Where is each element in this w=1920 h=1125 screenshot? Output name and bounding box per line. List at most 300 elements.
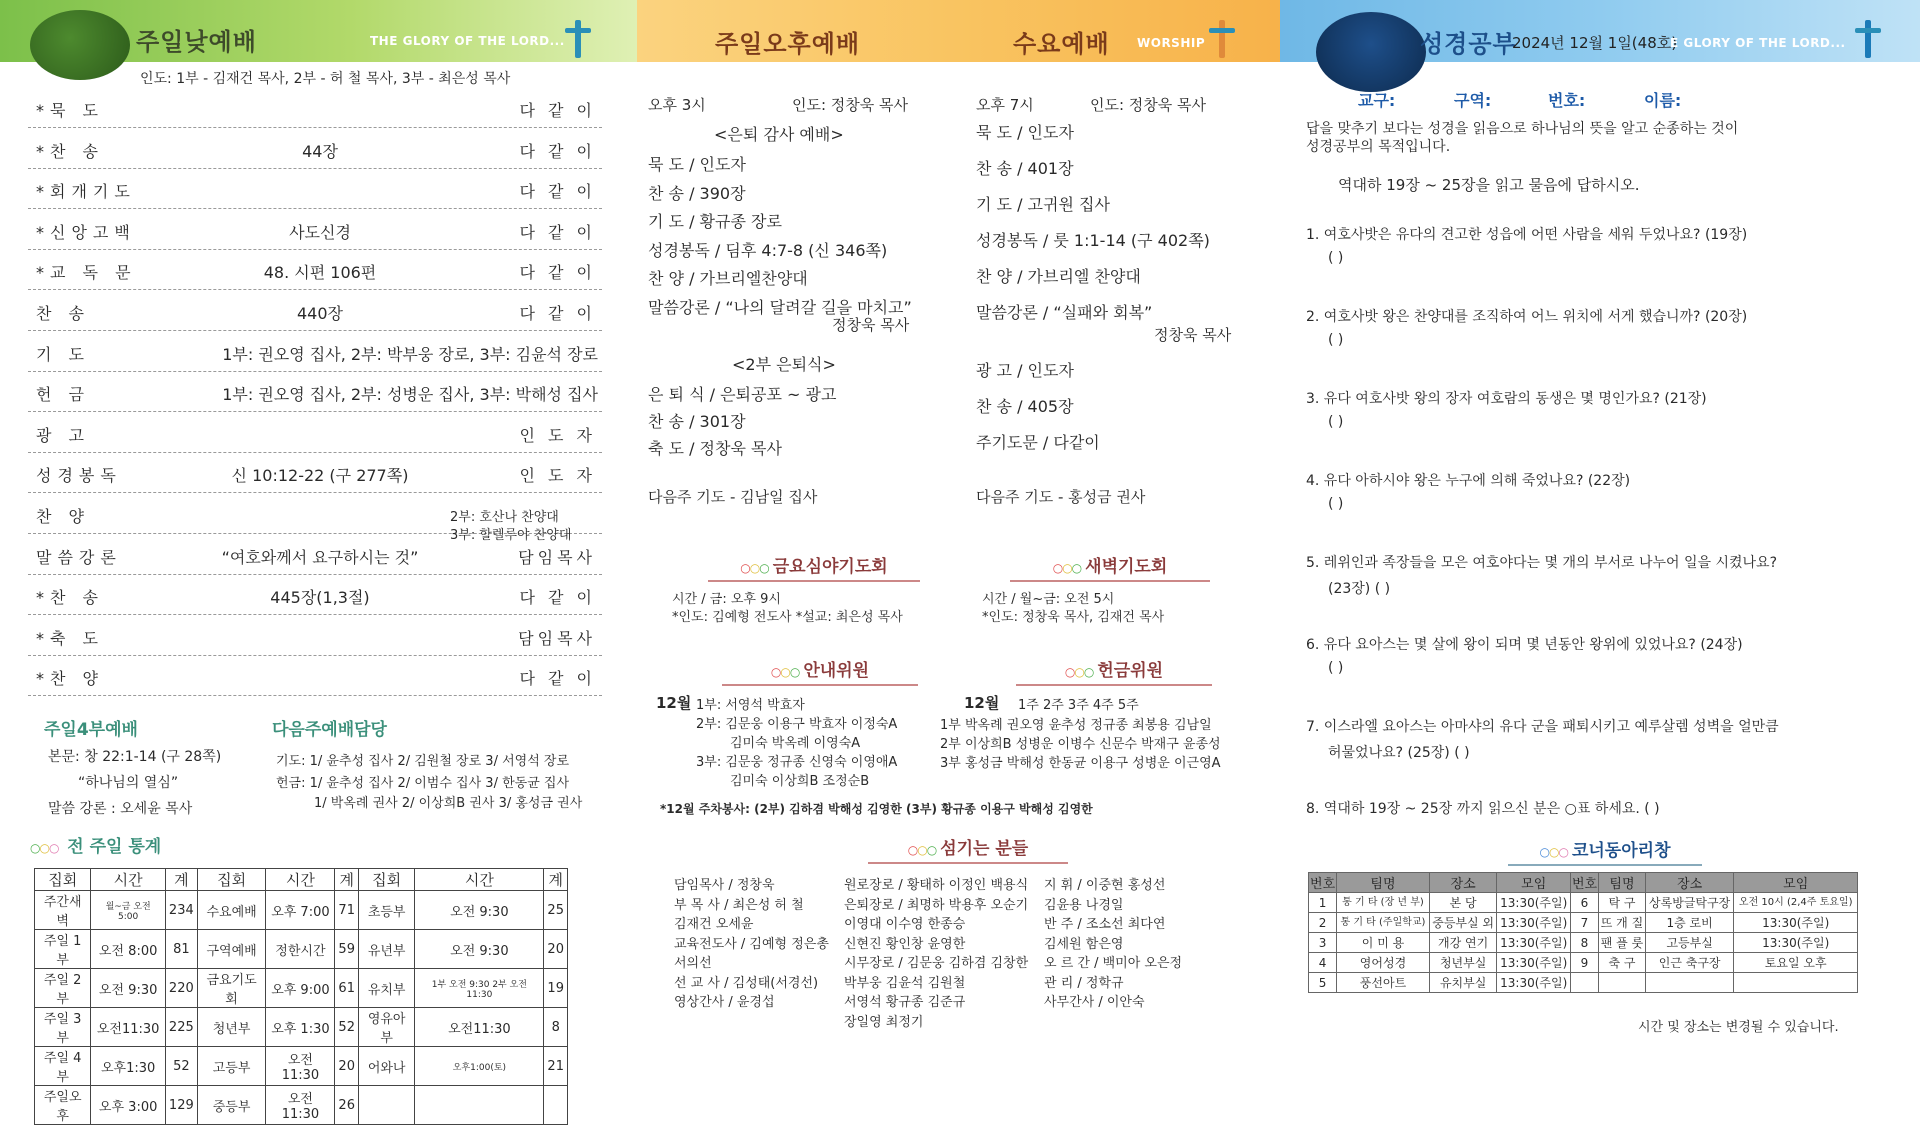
dots-icon: ○○○ bbox=[907, 843, 937, 857]
stats-header-cell: 시간 bbox=[91, 869, 166, 891]
order-leader: 담임목사 bbox=[518, 628, 596, 648]
stats-cell: 225 bbox=[165, 1008, 197, 1047]
afternoon-item: 찬 양 / 가브리엘찬양대 bbox=[648, 269, 808, 288]
club-header-cell: 모임 bbox=[1734, 873, 1858, 893]
stats-cell: 20 bbox=[335, 1047, 359, 1086]
info-field-label: 번호: bbox=[1548, 91, 1586, 110]
club-cell: 13:30(주일) bbox=[1497, 973, 1570, 993]
stats-cell: 61 bbox=[335, 969, 359, 1008]
wednesday-item: 묵 도 / 인도자 bbox=[976, 123, 1074, 142]
question-text: 7. 이스라엘 요아스는 아마샤의 유다 군을 패퇴시키고 예루살렘 성벽을 얼만큼 bbox=[1306, 719, 1779, 735]
dawn-leaders: *인도: 정창욱 목사, 김재건 목사 bbox=[982, 610, 1165, 625]
retirement-item: 축 도 / 정창욱 목사 bbox=[648, 439, 782, 458]
staff-heading bbox=[868, 834, 1068, 864]
answer-blank: ( ) bbox=[1328, 332, 1344, 348]
order-detail: 1부: 권오영 집사, 2부: 박부웅 장로, 3부: 김윤석 장로 bbox=[222, 344, 598, 364]
club-row bbox=[1309, 893, 1858, 913]
stats-header-cell: 계 bbox=[165, 869, 197, 891]
club-cell: 13:30(주일) bbox=[1734, 913, 1858, 933]
order-detail: 440장 bbox=[297, 304, 343, 323]
stats-cell: 월~금 오전 5:00 bbox=[91, 891, 166, 930]
order-label: *회개기도 bbox=[36, 182, 136, 202]
staff-line: 관 리 / 정학규 bbox=[1044, 975, 1124, 991]
staff-line: 시무장로 / 김문웅 김하겸 김창한 bbox=[844, 956, 1029, 971]
wednesday-next-prayer: 다음주 기도 - 홍성금 권사 bbox=[976, 488, 1146, 506]
stats-header-cell: 집회 bbox=[35, 869, 91, 891]
stats-row bbox=[35, 1008, 568, 1047]
sunday-day-subtitle: THE GLORY OF THE LORD... bbox=[370, 34, 565, 48]
header-bible-study bbox=[1280, 0, 1920, 62]
club-header-cell: 팀명 bbox=[1337, 873, 1430, 893]
worship-subtitle: WORSHIP bbox=[1137, 36, 1206, 50]
afternoon-subtitle-2: <2부 은퇴식> bbox=[732, 355, 836, 374]
club-cell: 영어성경 bbox=[1337, 953, 1430, 973]
club-cell: 9 bbox=[1570, 953, 1598, 973]
order-label: *묵 도 bbox=[36, 101, 104, 120]
staff-line: 교육전도사 / 김예형 정은총 bbox=[674, 936, 829, 952]
club-header-cell: 모임 bbox=[1497, 873, 1570, 893]
bible-study-instruction: 역대하 19장 ~ 25장을 읽고 물음에 답하시오. bbox=[1338, 176, 1640, 194]
stats-title: 전 주일 통계 bbox=[67, 837, 162, 857]
afternoon-subtitle: <은퇴 감사 예배> bbox=[714, 125, 844, 144]
club-row bbox=[1309, 913, 1858, 933]
stats-header-cell: 계 bbox=[335, 869, 359, 891]
staff-line: 반 주 / 조소선 최다연 bbox=[1044, 917, 1166, 932]
stats-cell: 오전11:30 bbox=[266, 1086, 335, 1125]
dots-icon: ○○○ bbox=[1539, 845, 1568, 859]
dots-icon: ○○○ bbox=[740, 561, 769, 575]
club-note: 시간 및 장소는 변경될 수 있습니다. bbox=[1638, 1020, 1839, 1035]
stats-cell: 주간새벽 bbox=[35, 891, 91, 930]
stats-cell: 영유아부 bbox=[358, 1008, 414, 1047]
order-leader: 다 같 이 bbox=[519, 304, 596, 323]
club-row bbox=[1309, 973, 1858, 993]
offering-committee-heading bbox=[1016, 656, 1212, 686]
dots-icon: ○○○ bbox=[30, 841, 59, 855]
order-detail: 445장(1,3절) bbox=[270, 588, 370, 608]
afternoon-preacher: 정창욱 목사 bbox=[832, 316, 910, 334]
order-label: 성경봉독 bbox=[36, 466, 122, 486]
club-cell: 풍선아트 bbox=[1337, 973, 1430, 993]
stats-cell: 26 bbox=[335, 1086, 359, 1125]
afternoon-item: 묵 도 / 인도자 bbox=[648, 155, 746, 174]
stats-cell: 1부 오전 9:30 2부 오전 11:30 bbox=[415, 969, 544, 1008]
stats-header-cell: 계 bbox=[544, 869, 568, 891]
cross-icon bbox=[1865, 20, 1871, 58]
offering-weeks: 1주 2주 3주 4주 5주 bbox=[1018, 698, 1139, 713]
retirement-item: 찬 송 / 301장 bbox=[648, 412, 746, 431]
answer-blank: 허물었나요? (25장) ( ) bbox=[1328, 745, 1470, 761]
staff-line: 박부웅 김윤석 김원철 bbox=[844, 975, 966, 991]
stats-cell: 8 bbox=[544, 1008, 568, 1047]
friday-leaders: *인도: 김예형 전도사 *설교: 최은성 목사 bbox=[672, 610, 903, 625]
stats-cell: 25 bbox=[544, 891, 568, 930]
order-leader: 다 같 이 bbox=[519, 222, 596, 242]
club-cell: 3 bbox=[1309, 933, 1337, 953]
afternoon-leader: 인도: 정창욱 목사 bbox=[792, 96, 909, 114]
staff-line: 담임목사 / 정창욱 bbox=[674, 878, 775, 893]
club-cell: 뜨 개 질 bbox=[1599, 913, 1646, 933]
choir-line-1: 2부: 호산나 찬양대 bbox=[450, 510, 559, 525]
stats-cell: 오전 9:30 bbox=[91, 969, 166, 1008]
stats-cell: 21 bbox=[544, 1047, 568, 1086]
stats-cell: 오전11:30 bbox=[91, 1008, 166, 1047]
staff-line: 지 휘 / 이중현 홍성선 bbox=[1044, 878, 1166, 893]
answer-blank: ( ) bbox=[1328, 414, 1344, 430]
stats-cell: 52 bbox=[335, 1008, 359, 1047]
staff-line: 영상간사 / 윤경섭 bbox=[674, 995, 775, 1010]
order-leader: 인 도 자 bbox=[519, 425, 596, 445]
club-header-cell: 번호 bbox=[1570, 873, 1598, 893]
staff-line: 김세원 함은영 bbox=[1044, 936, 1124, 952]
club-header-cell: 번호 bbox=[1309, 873, 1337, 893]
question-text: 4. 유다 아하시야 왕은 누구에 의해 죽었나요? (22장) bbox=[1306, 473, 1631, 489]
order-row bbox=[28, 210, 602, 250]
leaders-line: 인도: 1부 - 김재건 목사, 2부 - 허 철 목사, 3부 - 최은성 목사 bbox=[140, 71, 511, 87]
stats-cell: 수요예배 bbox=[197, 891, 266, 930]
staff-title: 섬기는 분들 bbox=[940, 839, 1029, 859]
order-leader: 다 같 이 bbox=[519, 263, 596, 283]
order-row bbox=[28, 129, 602, 169]
stats-cell: 주일 2부 bbox=[35, 969, 91, 1008]
club-cell bbox=[1734, 973, 1858, 993]
stats-cell: 오후1:00(토) bbox=[415, 1047, 544, 1086]
stats-cell: 59 bbox=[335, 930, 359, 969]
order-label: *찬 송 bbox=[36, 588, 104, 608]
club-cell: 인근 축구장 bbox=[1645, 953, 1734, 973]
club-cell: 이 미 용 bbox=[1337, 933, 1430, 953]
order-leader: 다 같 이 bbox=[519, 182, 596, 202]
club-cell bbox=[1570, 973, 1598, 993]
stats-cell: 구역예배 bbox=[197, 930, 266, 969]
leaf-globe-image bbox=[30, 10, 130, 80]
stats-cell: 유치부 bbox=[358, 969, 414, 1008]
stats-cell: 오전11:30 bbox=[415, 1008, 544, 1047]
stats-row bbox=[35, 1086, 568, 1125]
club-cell: 고등부실 bbox=[1645, 933, 1734, 953]
stats-cell: 청년부 bbox=[197, 1008, 266, 1047]
usher-line: 김미숙 박옥례 이영숙A bbox=[730, 736, 861, 751]
wednesday-item-2: 광 고 / 인도자 bbox=[976, 361, 1074, 380]
stats-cell: 중등부 bbox=[197, 1086, 266, 1125]
club-title: 코너동아리창 bbox=[1571, 841, 1671, 861]
club-cell: 탁 구 bbox=[1599, 893, 1646, 913]
club-cell: 1층 로비 bbox=[1645, 913, 1734, 933]
club-cell: 청년부실 bbox=[1429, 953, 1497, 973]
order-label: 기 도 bbox=[36, 344, 90, 364]
question-text: 6. 유다 요아스는 몇 살에 왕이 되며 몇 년동안 왕위에 있었나요? (24장) bbox=[1306, 637, 1743, 653]
club-cell: 2 bbox=[1309, 913, 1337, 933]
order-leader: 다 같 이 bbox=[519, 669, 596, 689]
wednesday-title: 수요예배 bbox=[1013, 30, 1110, 58]
wednesday-item: 성경봉독 / 룻 1:1-14 (구 402쪽) bbox=[976, 231, 1210, 250]
staff-line: 원로장로 / 황태하 이정인 백용식 bbox=[844, 878, 1029, 893]
stats-header-cell: 집회 bbox=[197, 869, 266, 891]
staff-line: 부 목 사 / 최은성 허 철 bbox=[674, 897, 804, 913]
header-afternoon-wednesday bbox=[637, 0, 1280, 62]
club-cell: 팬 플 룻 bbox=[1599, 933, 1646, 953]
issue-date: 2024년 12월 1일(48호) bbox=[1512, 34, 1678, 52]
club-cell: 통 기 타 (주일학교) bbox=[1337, 913, 1430, 933]
club-cell: 13:30(주일) bbox=[1497, 913, 1570, 933]
stats-cell: 오후 1:30 bbox=[266, 1008, 335, 1047]
stats-cell: 주일 4부 bbox=[35, 1047, 91, 1086]
offering-line: 3부 홍성금 박해성 한동균 이용구 성병운 이근영A bbox=[940, 756, 1221, 771]
stats-cell: 71 bbox=[335, 891, 359, 930]
fourth-service-title: 주일4부예배 bbox=[44, 720, 138, 740]
question-text: 2. 여호사밧 왕은 찬양대를 조직하여 어느 위치에 서게 했습니까? (20장) bbox=[1306, 309, 1748, 325]
stats-row bbox=[35, 930, 568, 969]
order-label: 광 고 bbox=[36, 425, 90, 445]
order-row bbox=[28, 332, 602, 372]
staff-line: 서의선 bbox=[674, 956, 712, 971]
stats-cell: 정한시간 bbox=[266, 930, 335, 969]
order-row bbox=[28, 88, 602, 128]
club-cell: 4 bbox=[1309, 953, 1337, 973]
order-row bbox=[28, 291, 602, 331]
club-cell: 1 bbox=[1309, 893, 1337, 913]
ushers-month: 12월 bbox=[656, 694, 692, 712]
earth-globe-image bbox=[1316, 12, 1426, 92]
wednesday-preacher: 정창욱 목사 bbox=[1154, 326, 1232, 344]
afternoon-item: 말씀강론 / “나의 달려갈 길을 마치고” bbox=[648, 297, 912, 317]
wednesday-item: 찬 송 / 401장 bbox=[976, 159, 1074, 178]
club-cell: 상록방글탁구장 bbox=[1645, 893, 1734, 913]
dots-icon: ○○○ bbox=[1052, 561, 1082, 575]
stats-cell: 81 bbox=[165, 930, 197, 969]
club-cell: 7 bbox=[1570, 913, 1598, 933]
stats-cell: 234 bbox=[165, 891, 197, 930]
order-row bbox=[28, 575, 602, 615]
order-leader: 다 같 이 bbox=[519, 101, 596, 120]
usher-line: 3부: 김문웅 정규종 신영숙 이영애A bbox=[696, 755, 898, 770]
club-cell: 개강 연기 bbox=[1429, 933, 1497, 953]
usher-line: 1부: 서영석 박효자 bbox=[696, 698, 805, 713]
order-label: *축 도 bbox=[36, 628, 104, 648]
order-detail: 48. 시편 106편 bbox=[263, 263, 377, 283]
staff-line: 선 교 사 / 김성태(서경선) bbox=[674, 975, 819, 991]
info-field-label: 교구: bbox=[1358, 91, 1396, 110]
bible-study-intro-2: 성경공부의 목적입니다. bbox=[1306, 139, 1451, 155]
stats-table bbox=[34, 868, 568, 1125]
stats-cell bbox=[544, 1086, 568, 1125]
order-leader: 담임목사 bbox=[518, 547, 596, 567]
wednesday-item: 말씀강론 / “실패와 회복” bbox=[976, 303, 1153, 322]
wednesday-leader: 인도: 정창욱 목사 bbox=[1090, 96, 1207, 114]
afternoon-time: 오후 3시 bbox=[648, 96, 706, 114]
club-cell: 토요일 오후 bbox=[1734, 953, 1858, 973]
order-row bbox=[28, 453, 602, 493]
usher-line: 2부: 김문웅 이용구 박효자 이정숙A bbox=[696, 717, 898, 732]
club-cell: 6 bbox=[1570, 893, 1598, 913]
order-label: *찬 양 bbox=[36, 669, 104, 689]
info-field-label: 이름: bbox=[1644, 91, 1682, 110]
stats-cell: 오후 9:00 bbox=[266, 969, 335, 1008]
dots-icon: ○○○ bbox=[1064, 665, 1094, 679]
dawn-prayer-title: 새벽기도회 bbox=[1085, 557, 1168, 577]
club-cell bbox=[1599, 973, 1646, 993]
bible-study-title: 성경공부 bbox=[1420, 30, 1517, 58]
afternoon-item: 성경봉독 / 딤후 4:7-8 (신 346쪽) bbox=[648, 240, 888, 260]
club-row bbox=[1309, 933, 1858, 953]
order-row bbox=[28, 616, 602, 656]
stats-cell: 오전 9:30 bbox=[415, 891, 544, 930]
order-leader: 인 도 자 bbox=[519, 466, 596, 486]
order-leader: 다 같 이 bbox=[519, 588, 596, 608]
next-week-offering-2: 1/ 박옥례 권사 2/ 이상희B 권사 3/ 홍성금 권사 bbox=[314, 796, 583, 811]
club-header-cell: 팀명 bbox=[1599, 873, 1646, 893]
club-row bbox=[1309, 953, 1858, 973]
offering-committee-title: 헌금위원 bbox=[1097, 661, 1164, 681]
staff-line: 김윤용 나경일 bbox=[1044, 897, 1124, 913]
wednesday-item: 기 도 / 고귀원 집사 bbox=[976, 195, 1110, 214]
club-table bbox=[1308, 872, 1858, 993]
wednesday-item: 찬 양 / 가브리엘 찬양대 bbox=[976, 267, 1141, 286]
stats-cell: 129 bbox=[165, 1086, 197, 1125]
answer-blank: (23장) ( ) bbox=[1328, 581, 1391, 597]
stats-row bbox=[35, 891, 568, 930]
sunday-day-title: 주일낮예배 bbox=[136, 28, 257, 56]
stats-cell: 어와나 bbox=[358, 1047, 414, 1086]
stats-row bbox=[35, 1047, 568, 1086]
dawn-prayer-heading bbox=[1010, 552, 1210, 582]
stats-cell: 주일 3부 bbox=[35, 1008, 91, 1047]
offering-line: 1부 박옥례 권오영 윤추성 정규종 최봉용 김남일 bbox=[940, 718, 1212, 733]
club-cell: 13:30(주일) bbox=[1497, 953, 1570, 973]
order-label: 말씀강론 bbox=[36, 547, 122, 567]
stats-cell: 고등부 bbox=[197, 1047, 266, 1086]
stats-cell: 220 bbox=[165, 969, 197, 1008]
club-cell: 유치부실 bbox=[1429, 973, 1497, 993]
friday-prayer-title: 금요심야기도회 bbox=[772, 557, 888, 577]
question-text: 3. 유다 여호사밧 왕의 장자 여호람의 동생은 몇 명인가요? (21장) bbox=[1306, 391, 1707, 407]
stats-cell: 금요기도회 bbox=[197, 969, 266, 1008]
club-header-cell: 장소 bbox=[1645, 873, 1734, 893]
order-label: *찬 송 bbox=[36, 141, 104, 161]
stats-cell bbox=[415, 1086, 544, 1125]
stats-cell: 52 bbox=[165, 1047, 197, 1086]
answer-blank: ( ) bbox=[1328, 496, 1344, 512]
afternoon-title: 주일오후예배 bbox=[715, 30, 861, 58]
order-detail: 사도신경 bbox=[289, 222, 351, 242]
stats-cell: 주일오후 bbox=[35, 1086, 91, 1125]
stats-header-cell: 집회 bbox=[358, 869, 414, 891]
bible-study-subtitle: E GLORY OF THE LORD... bbox=[1670, 36, 1846, 50]
stats-cell: 19 bbox=[544, 969, 568, 1008]
staff-line: 서영석 황규종 김준규 bbox=[844, 995, 966, 1010]
parking-volunteers: *12월 주차봉사: (2부) 김하겸 박해성 김영한 (3부) 황규종 이용구 박해성 김영한 bbox=[660, 802, 1093, 816]
afternoon-next-prayer: 다음주 기도 - 김남일 집사 bbox=[648, 488, 818, 506]
stats-cell: 초등부 bbox=[358, 891, 414, 930]
stats-cell: 오후 3:00 bbox=[91, 1086, 166, 1125]
wednesday-item-2: 찬 송 / 405장 bbox=[976, 397, 1074, 416]
order-label: *신앙고백 bbox=[36, 222, 136, 242]
order-label: 찬 양 bbox=[36, 507, 90, 526]
staff-line: 은퇴장로 / 최명하 박용후 오순기 bbox=[844, 897, 1029, 913]
dawn-time: 시간 / 월~금: 오전 5시 bbox=[982, 592, 1115, 607]
club-cell: 중등부실 외 bbox=[1429, 913, 1497, 933]
club-cell: 13:30(주일) bbox=[1734, 933, 1858, 953]
wednesday-item-2: 주기도문 / 다같이 bbox=[976, 433, 1100, 452]
offering-line: 2부 이상희B 성병운 이병수 신문수 박재구 윤종성 bbox=[940, 737, 1221, 752]
fourth-service-preacher: 말씀 강론 : 오세윤 목사 bbox=[48, 801, 193, 817]
ushers-heading bbox=[722, 656, 918, 686]
fourth-service-text: 본문: 창 22:1-14 (구 28쪽) bbox=[48, 749, 222, 765]
stats-cell: 오전11:30 bbox=[266, 1047, 335, 1086]
next-week-prayer: 기도: 1/ 윤추성 집사 2/ 김원철 장로 3/ 서영석 장로 bbox=[276, 754, 570, 769]
order-label: 헌 금 bbox=[36, 385, 90, 405]
order-detail: 신 10:12-22 (구 277쪽) bbox=[231, 466, 409, 486]
friday-time: 시간 / 금: 오후 9시 bbox=[672, 592, 781, 607]
answer-blank: ( ) bbox=[1328, 660, 1344, 676]
staff-line: 사무간사 / 이안숙 bbox=[1044, 995, 1145, 1010]
stats-cell: 오후1:30 bbox=[91, 1047, 166, 1086]
stats-cell: 유년부 bbox=[358, 930, 414, 969]
staff-line: 이영대 이수영 한종승 bbox=[844, 917, 966, 932]
club-cell: 8 bbox=[1570, 933, 1598, 953]
stats-cell: 주일 1부 bbox=[35, 930, 91, 969]
order-detail: “여호와께서 요구하시는 것” bbox=[221, 547, 419, 567]
question-text: 5. 레위인과 족장들을 모은 여호야다는 몇 개의 부서로 나누어 일을 시켰나요? bbox=[1306, 555, 1778, 571]
order-row bbox=[28, 413, 602, 453]
order-row bbox=[28, 250, 602, 290]
staff-line: 오 르 간 / 백미아 오은정 bbox=[1044, 956, 1183, 971]
order-row bbox=[28, 169, 602, 209]
club-cell bbox=[1645, 973, 1734, 993]
stats-cell: 오전 9:30 bbox=[415, 930, 544, 969]
stats-cell bbox=[358, 1086, 414, 1125]
club-cell: 오전 10시 (2,4주 토요일) bbox=[1734, 893, 1858, 913]
next-week-title: 다음주예배담당 bbox=[272, 720, 387, 740]
order-leader: 다 같 이 bbox=[519, 141, 596, 161]
choir-line-2: 3부: 할렐루야 찬양대 bbox=[450, 528, 572, 543]
order-row bbox=[28, 372, 602, 412]
stats-cell: 20 bbox=[544, 930, 568, 969]
stats-cell: 오후 7:00 bbox=[266, 891, 335, 930]
friday-prayer-heading bbox=[708, 552, 920, 582]
order-label: *교 독 문 bbox=[36, 263, 137, 283]
bible-study-intro-1: 답을 맞추기 보다는 성경을 읽음으로 하나님의 뜻을 알고 순종하는 것이 bbox=[1306, 121, 1739, 137]
dots-icon: ○○○ bbox=[770, 665, 800, 679]
club-header-cell: 장소 bbox=[1429, 873, 1497, 893]
header-sunday-day bbox=[0, 0, 637, 62]
order-detail: 1부: 권오영 집사, 2부: 성병운 집사, 3부: 박해성 집사 bbox=[222, 385, 598, 405]
club-cell: 13:30(주일) bbox=[1497, 933, 1570, 953]
stats-cell: 오전 8:00 bbox=[91, 930, 166, 969]
usher-line: 김미숙 이상희B 조정순B bbox=[730, 774, 870, 789]
staff-line: 장일영 최정기 bbox=[844, 1014, 924, 1030]
stats-heading bbox=[30, 832, 161, 857]
staff-line: 신현진 황인창 윤영한 bbox=[844, 936, 966, 952]
club-cell: 13:30(주일) bbox=[1497, 893, 1570, 913]
staff-line: 김재건 오세윤 bbox=[674, 917, 754, 932]
question-text: 8. 역대하 19장 ~ 25장 까지 읽으신 분은 ○표 하세요. ( ) bbox=[1306, 801, 1660, 817]
cross-icon bbox=[1219, 20, 1225, 58]
order-label: 찬 송 bbox=[36, 304, 90, 323]
ushers-title: 안내위원 bbox=[803, 661, 870, 681]
afternoon-item: 찬 송 / 390장 bbox=[648, 183, 746, 203]
club-cell: 통 기 타 (장 년 부) bbox=[1337, 893, 1430, 913]
stats-header-cell: 시간 bbox=[415, 869, 544, 891]
order-detail: 44장 bbox=[302, 141, 338, 161]
wednesday-time: 오후 7시 bbox=[976, 96, 1034, 114]
afternoon-item: 기 도 / 황규종 장로 bbox=[648, 212, 782, 231]
order-row bbox=[28, 656, 602, 696]
club-cell: 5 bbox=[1309, 973, 1337, 993]
cross-icon bbox=[575, 20, 581, 58]
offering-month: 12월 bbox=[964, 694, 1000, 712]
club-heading bbox=[1508, 836, 1702, 866]
